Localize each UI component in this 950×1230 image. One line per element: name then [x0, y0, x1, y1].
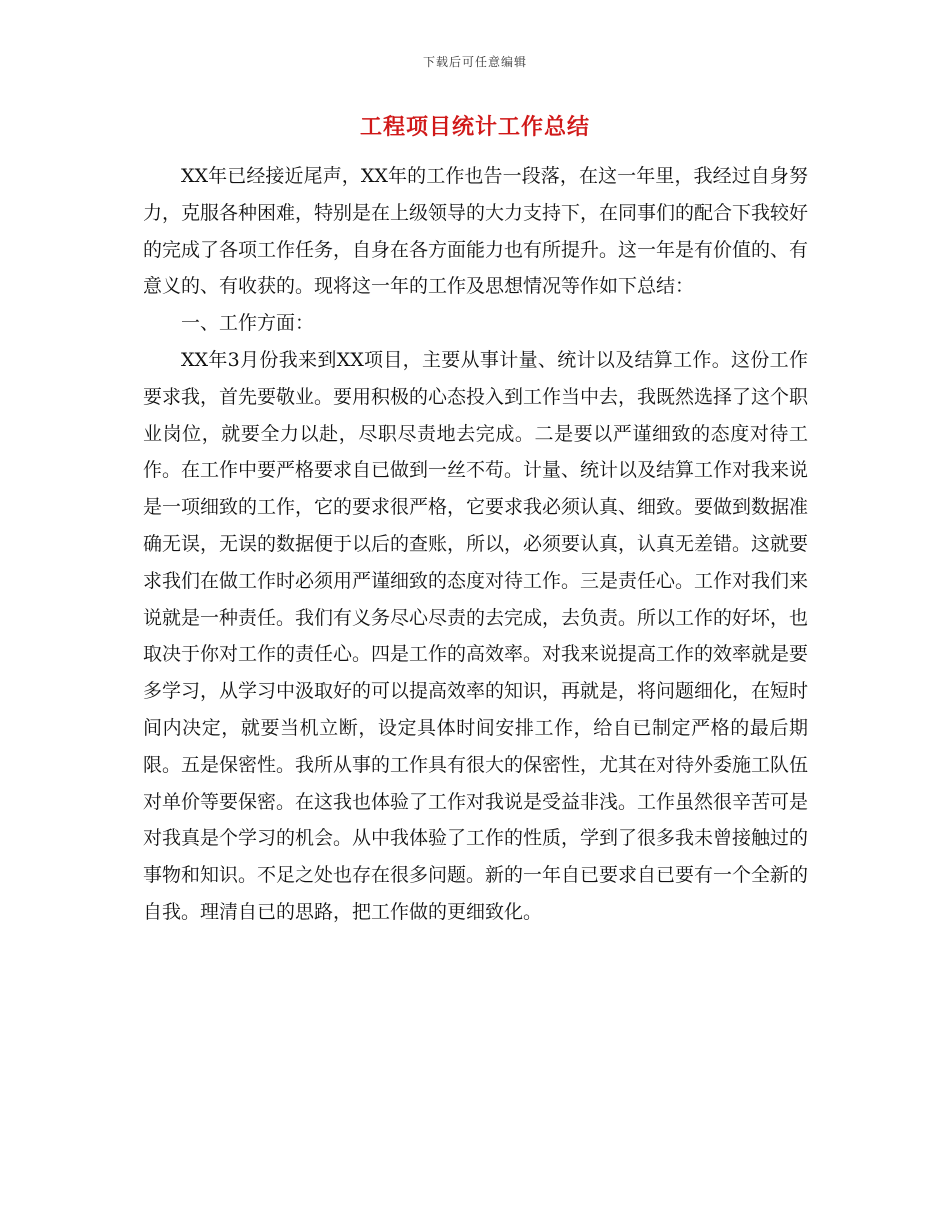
- header-note: 下载后可任意编辑: [422, 55, 527, 69]
- paragraph-work-details: XX年3月份我来到XX项目，主要从事计量、统计以及结算工作。这份工作要求我，首先要敬业。要用积极的心态投入到工作当中去，我既然选择了这个职业岗位，就要全力以赴，尽职尽责地去完成。二是要以严谨细致的态度对待工作。在工作中要严格要求自已做到一丝不苟。计量、统计以及结算工作对我来说是一项细致的工作，它的要求很严格，它要求我必须认真、细致。要做到数据准确无误，无误的数据便于以后的查账，所以，必须要认真，认真无差错。这就要求我们在做工作时必须用严谨细致的态度对待工作。三是责任心。工作对我们来说就是一种责任。我们有义务尽心尽责的去完成，去负责。所以工作的好坏，也取决于你对工作的责任心。四是工作的高效率。对我来说提高工作的效率就是要多学习，从学习中汲取好的可以提高效率的知识，再就是，将问题细化，在短时间内决定，就要当机立断，设定具体时间安排工作，给自已制定严格的最后期限。五是保密性。我所从事的工作具有很大的保密性，尤其在对待外委施工队伍对单价等要保密。在这我也体验了工作对我说是受益非浅。工作虽然很辛苦可是对我真是个学习的机会。从中我体验了工作的性质，学到了很多我未曾接触过的事物和知识。不足之处也存在很多问题。新的一年自已要求自已要有一个全新的自我。理清自已的思路，把工作做的更细致化。: [143, 348, 809, 923]
- section-heading-work: 一、工作方面：: [181, 312, 315, 335]
- document-body: [143, 158, 808, 931]
- document-title: 工程项目统计工作总结: [359, 114, 590, 140]
- paragraph-intro: XX年已经接近尾声，XX年的工作也告一段落，在这一年里，我经过自身努力，克服各种困难，特别是在上级领导的大力支持下，在同事们的配合下我较好的完成了各项工作任务，自身在各方面能力也有所提升。这一年是有价值的、有意义的、有收获的。现将这一年的工作及思想情况等作如下总结：: [143, 165, 809, 298]
